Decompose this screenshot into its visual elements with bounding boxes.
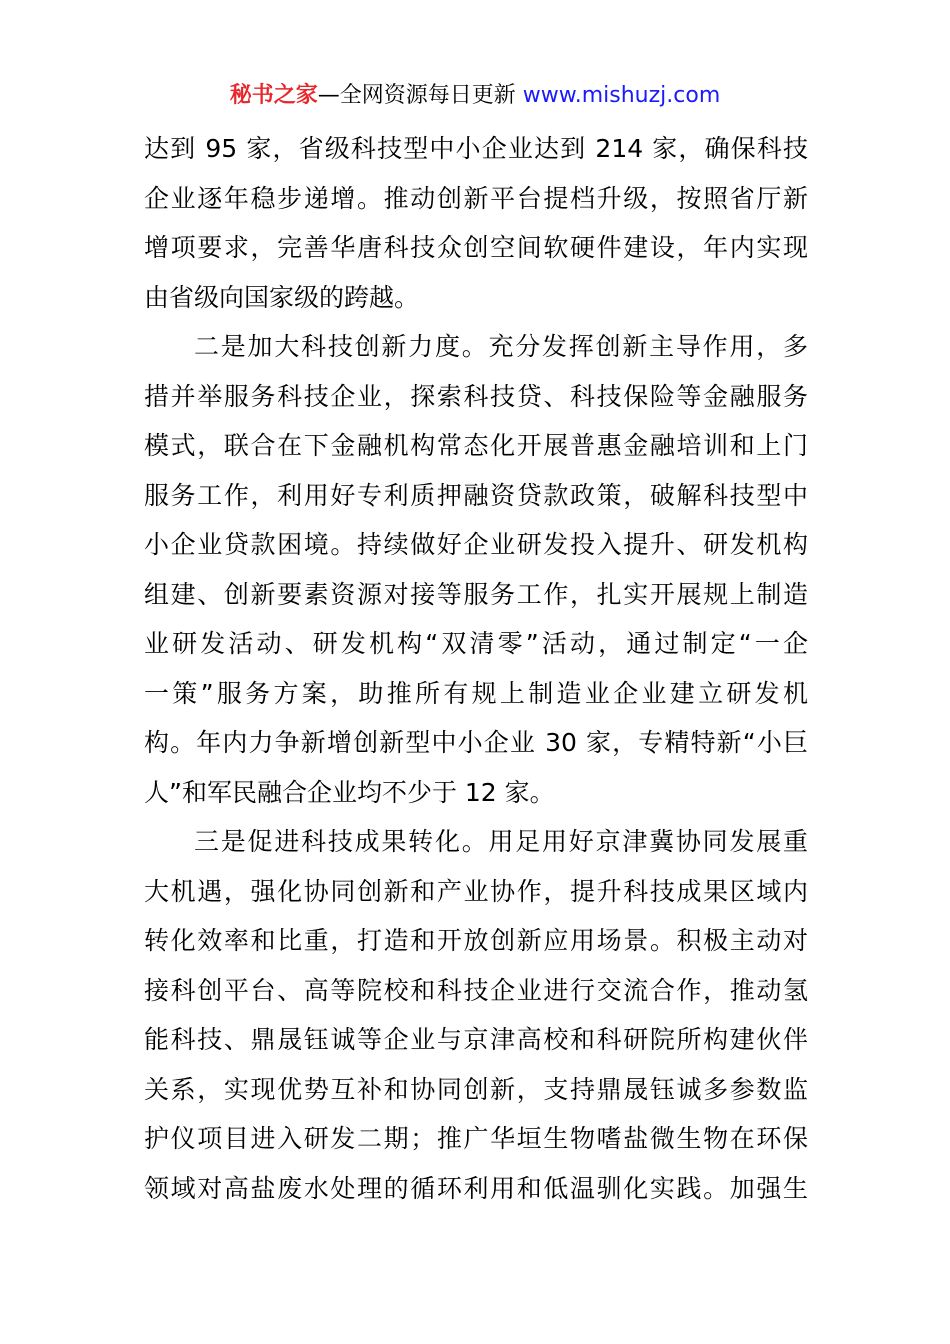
text-line: 组建、创新要素资源对接等服务工作，扎实开展规上制造 [144,579,808,609]
text-line: 业研发活动、研发机构“双清零”活动，通过制定“一企 [144,629,808,658]
text-line: 一策”服务方案，助推所有规上制造业企业建立研发机 [144,678,808,708]
text-line: 转化效率和比重，打造和开放创新应用场景。积极主动对 [144,926,808,955]
text-line: 接科创平台、高等院校和科技企业进行交流合作，推动氢 [144,975,808,1005]
header-tagline: —全网资源每日更新 [317,83,523,108]
paragraph-start-line: 二是加大科技创新力度。充分发挥创新主导作用，多 [194,332,808,361]
brand-name: 秘书之家 [229,83,318,108]
text-line: 领域对高盐废水处理的循环利用和低温驯化实践。加强生 [144,1173,808,1203]
site-url-link[interactable]: www.mishuzj.com [522,83,721,108]
page-header [0,80,950,112]
text-line: 增项要求，完善华唐科技众创空间软硬件建设，年内实现 [144,233,808,262]
text-line: 关系，实现优势互补和协同创新，支持鼎晟钰诚多参数监 [144,1074,808,1104]
text-line: 企业逐年稳步递增。推动创新平台提档升级，按照省厅新 [144,183,808,213]
text-line: 模式，联合在下金融机构常态化开展普惠金融培训和上门 [144,431,808,460]
text-line: 小企业贷款困境。持续做好企业研发投入提升、研发机构 [144,530,808,559]
document-body [144,124,808,1213]
text-line: 达到 95 家，省级科技型中小企业达到 214 家，确保科技 [144,134,808,163]
text-line: 构。年内力争新增创新型中小企业 30 家，专精特新“小巨 [144,728,808,757]
text-line: 由省级向国家级的跨越。 [144,282,420,312]
text-line: 人”和军民融合企业均不少于 12 家。 [144,777,555,807]
text-line: 能科技、鼎晟钰诚等企业与京津高校和科研院所构建伙伴 [144,1025,808,1054]
text-line: 护仪项目进入研发二期；推广华垣生物嗜盐微生物在环保 [144,1124,808,1153]
text-line: 服务工作，利用好专利质押融资贷款政策，破解科技型中 [144,480,808,510]
text-line: 措并举服务科技企业，探索科技贷、科技保险等金融服务 [144,381,808,411]
text-line: 大机遇，强化协同创新和产业协作，提升科技成果区域内 [144,876,808,906]
paragraph-start-line: 三是促进科技成果转化。用足用好京津冀协同发展重 [194,827,808,856]
